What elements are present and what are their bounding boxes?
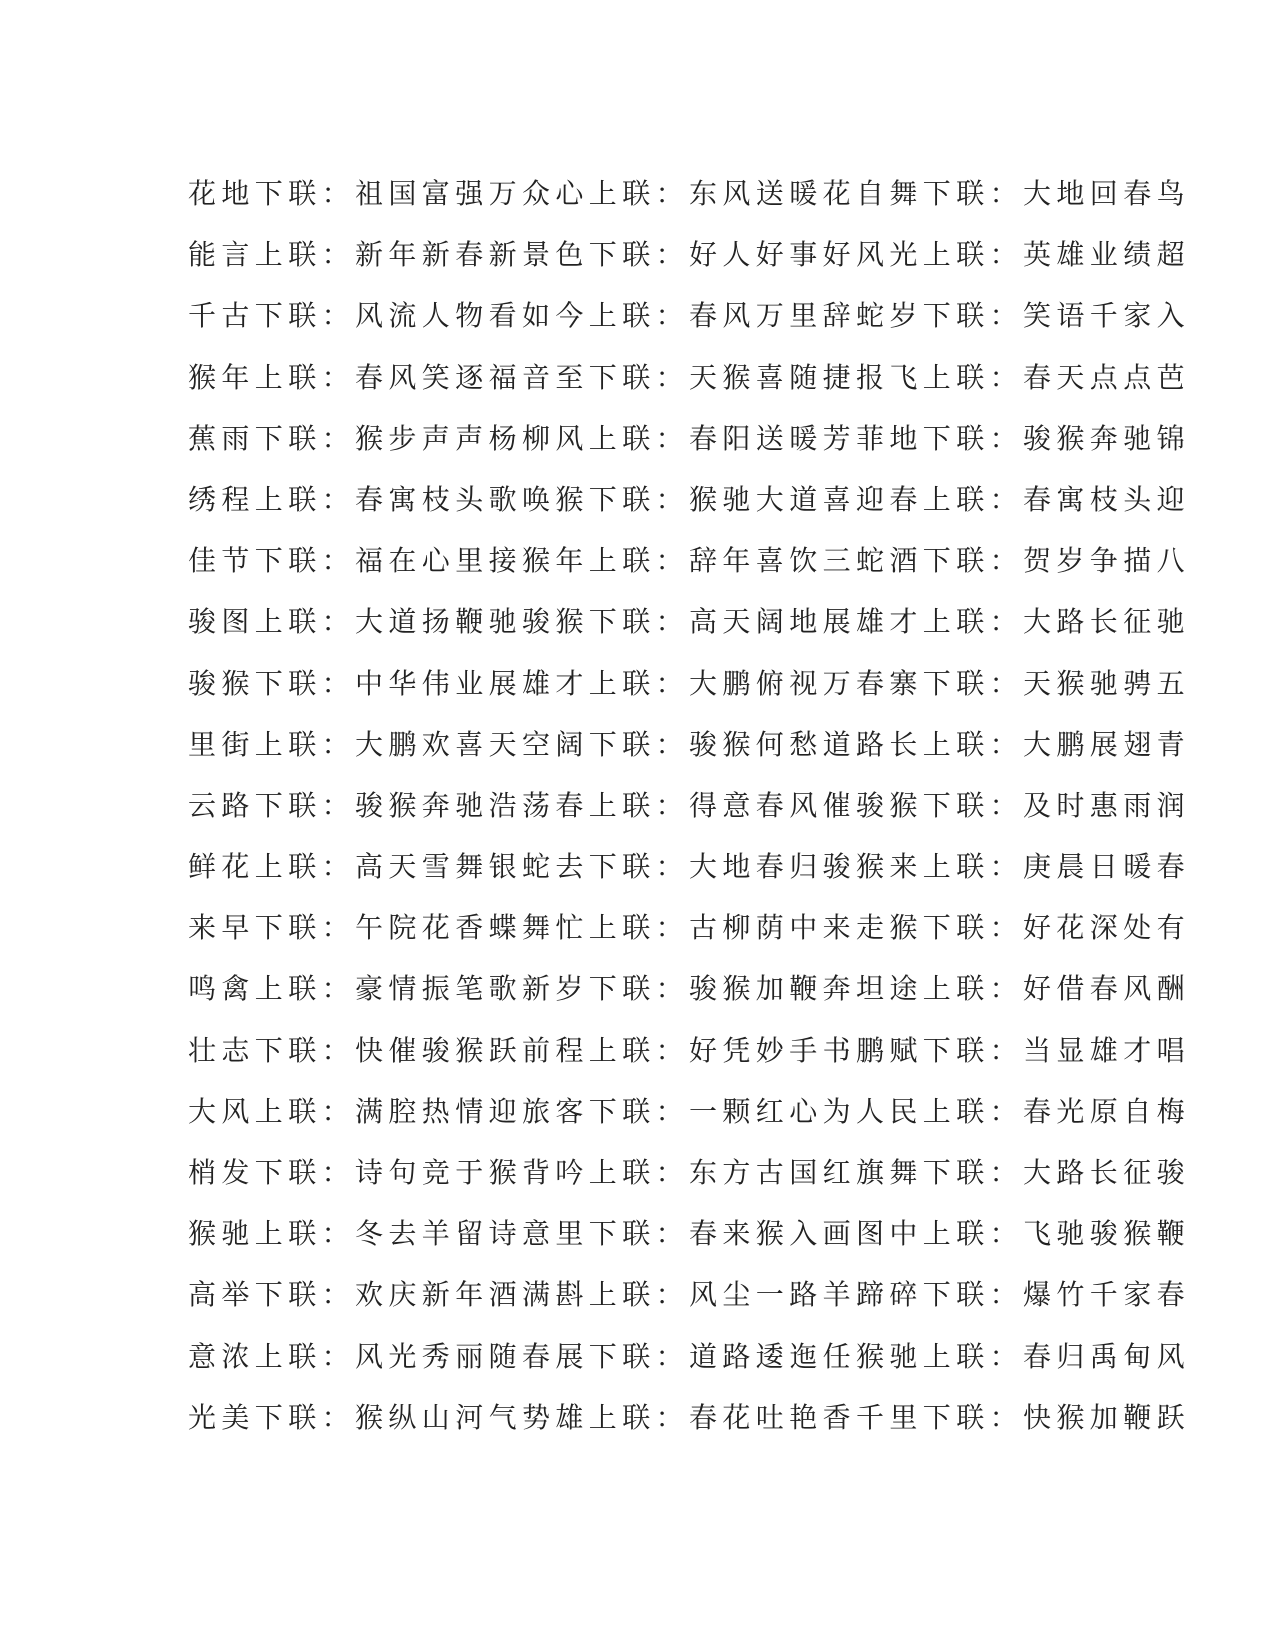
text-line: 梢发下联：诗句竞于猴背吟上联：东方古国红旗舞下联：大路长征骏 [188, 1156, 1191, 1189]
text-line: 大风上联：满腔热情迎旅客下联：一颗红心为人民上联：春光原自梅 [188, 1094, 1191, 1128]
text-line: 猴年上联：春风笑逐福音至下联：天猴喜随捷报飞上联：春天点点芭 [188, 360, 1191, 394]
text-line: 骏图上联：大道扬鞭驰骏猴下联：高天阔地展雄才上联：大路长征驰 [188, 605, 1191, 639]
text-line: 来早下联：午院花香蝶舞忙上联：古柳荫中来走猴下联：好花深处有 [188, 911, 1191, 945]
text-line: 鲜花上联：高天雪舞银蛇去下联：大地春归骏猴来上联：庚晨日暖春 [188, 850, 1191, 884]
text-line: 云路下联：骏猴奔驰浩荡春上联：得意春风催骏猴下联：及时惠雨润 [188, 788, 1191, 822]
text-line: 猴驰上联：冬去羊留诗意里下联：春来猴入画图中上联：飞驰骏猴鞭 [188, 1217, 1191, 1251]
text-line: 佳节下联：福在心里接猴年上联：辞年喜饮三蛇酒下联：贺岁争描八 [188, 544, 1191, 578]
couplet-text-block [188, 163, 1191, 1448]
text-line: 意浓上联：风光秀丽随春展下联：道路逶迤任猴驰上联：春归禹甸风 [188, 1339, 1191, 1373]
text-line: 蕉雨下联：猴步声声杨柳风上联：春阳送暖芳菲地下联：骏猴奔驰锦 [188, 421, 1191, 455]
text-line: 里街上联：大鹏欢喜天空阔下联：骏猴何愁道路长上联：大鹏展翅青 [188, 727, 1191, 761]
text-line: 绣程上联：春寓枝头歌唤猴下联：猴驰大道喜迎春上联：春寓枝头迎 [188, 482, 1191, 516]
text-line: 壮志下联：快催骏猴跃前程上联：好凭妙手书鹏赋下联：当显雄才唱 [188, 1033, 1191, 1067]
text-line: 骏猴下联：中华伟业展雄才上联：大鹏俯视万春寨下联：天猴驰骋五 [188, 666, 1191, 700]
text-line: 能言上联：新年新春新景色下联：好人好事好风光上联：英雄业绩超 [188, 238, 1191, 272]
text-line: 光美下联：猴纵山河气势雄上联：春花吐艳香千里下联：快猴加鞭跃 [188, 1400, 1191, 1434]
text-line: 鸣禽上联：豪情振笔歌新岁下联：骏猴加鞭奔坦途上联：好借春风酬 [188, 972, 1191, 1006]
text-line: 花地下联：祖国富强万众心上联：东风送暖花自舞下联：大地回春鸟 [188, 177, 1191, 210]
text-line: 高举下联：欢庆新年酒满斟上联：风尘一路羊蹄碎下联：爆竹千家春 [188, 1278, 1191, 1312]
text-line: 千古下联：风流人物看如今上联：春风万里辞蛇岁下联：笑语千家入 [188, 299, 1191, 333]
